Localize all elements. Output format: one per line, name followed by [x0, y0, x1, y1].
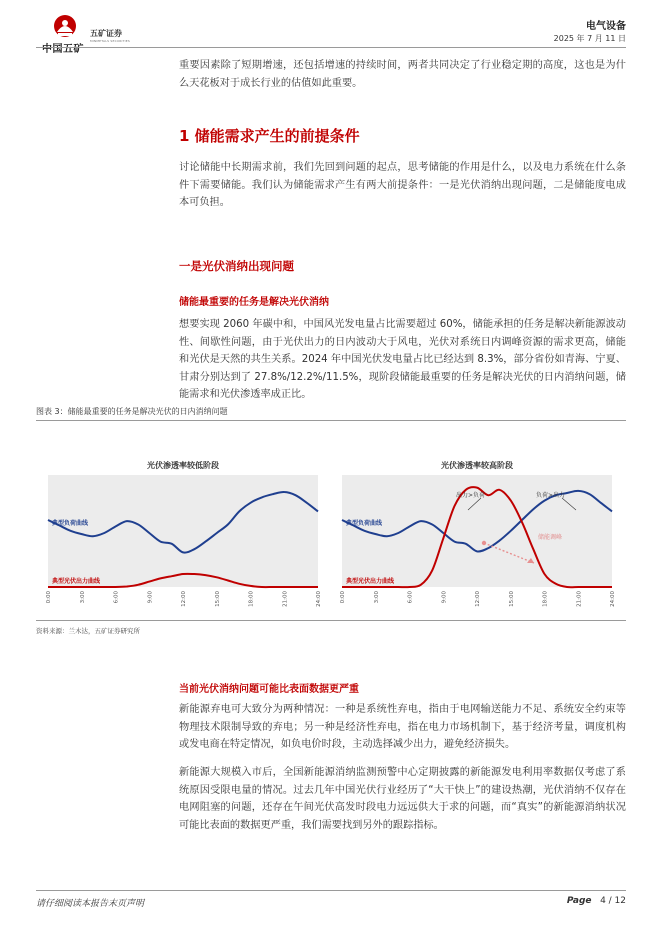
x-tick-label: 15:00	[214, 591, 221, 607]
minmetals-securities-logo-en: MINMETALS SECURITIES	[90, 39, 130, 43]
footer-page-number: Page 4 / 12	[566, 896, 626, 906]
x-tick-label: 0:00	[340, 591, 346, 604]
x-tick-label: 24:00	[610, 591, 616, 607]
x-tick-label: 18:00	[248, 591, 255, 607]
chart-low-plot-area	[48, 475, 318, 587]
point-2-paragraph-2: 新能源大规模入市后，全国新能源消纳监测预警中心定期披露的新能源发电利用率数据仅考虑了系统原因受限电量的情况。过去几年中国光伏行业经历了“大干快上”的建设热潮，光伏消纳不仅存在电网阻塞的问题，还存在午间光伏高发时段电力远远供大于求的问题，而“真实”的新能源消纳状况可能比表面的数据更严重，我们需要找到另外的跟踪指标。	[179, 767, 626, 831]
x-tick-label: 3:00	[373, 591, 380, 604]
chart-low-penetration	[44, 455, 322, 615]
footer-divider	[36, 890, 626, 891]
point-2-title: 当前光伏消纳问题可能比表面数据更严重	[179, 684, 359, 695]
x-tick-label: 15:00	[508, 591, 515, 607]
x-tick-label: 21:00	[576, 591, 583, 607]
x-tick-label: 18:00	[542, 591, 549, 607]
point-1-paragraph: 想要实现 2060 年碳中和，中国风光发电量占比需要超过 60%，储能承担的任务是解决新能源波动性、间歇性问题，由于光伏出力的日内波动大于风电，光伏对系统日内调峰资源的需求更高，储能和光伏是天然的共生关系。2024 年中国光伏发电量占比已经达到 8.3%，部分省份如青海、宁夏、甘肃分别达到了 27.8%/12.2%/11.5%，现阶段储能最重要的任务是解决光伏的日内消纳问题，储能需求和光伏渗透率成正比。	[179, 319, 626, 401]
annot-storage-peak: 储能调峰	[538, 534, 563, 541]
x-tick-label: 12:00	[181, 591, 187, 607]
x-tick-label: 9:00	[147, 591, 154, 604]
x-tick-label: 21:00	[282, 591, 289, 607]
x-tick-label: 12:00	[475, 591, 481, 607]
chart-low-title: 光伏渗透率较低阶段	[147, 461, 219, 470]
chart-high-load-label: 典型负荷曲线	[346, 520, 383, 527]
subsection-title: 一是光伏消纳出现问题	[179, 259, 294, 273]
report-category: 电气设备	[586, 21, 626, 32]
chart-high-title: 光伏渗透率较高阶段	[441, 461, 513, 470]
x-tick-label: 0:00	[46, 591, 52, 604]
annot-output-gt-load: 出力>负荷	[456, 492, 486, 499]
figure-source: 资料来源：兰木达，五矿证券研究所	[36, 627, 140, 635]
figure-caption: 图表 3：储能最重要的任务是解决光伏的日内消纳问题	[36, 407, 228, 416]
figure-top-divider	[36, 420, 626, 421]
china-minmetals-logo-icon	[52, 14, 78, 40]
x-tick-label: 3:00	[79, 591, 86, 604]
section-1-paragraph: 讨论储能中长期需求前，我们先回到问题的起点，思考储能的作用是什么，以及电力系统在什么条件下需要储能。我们认为储能需求产生有两大前提条件：一是光伏消纳出现问题，二是储能度电成本可负担。	[179, 162, 626, 209]
point-2-paragraph-1: 新能源弃电可大致分为两种情况：一种是系统性弃电，指由于电网输送能力不足、系统安全约束等物理技术限制导致的弃电；另一种是经济性弃电，指在电力市场机制下，基于经济考量，调度机构或发电商在特定情况，如负电价时段，主动选择减少出力，避免经济损失。	[179, 704, 626, 751]
x-tick-label: 6:00	[407, 591, 414, 604]
logo-company-name: 中国五矿	[42, 44, 84, 55]
report-date: 2025 年 7 月 11 日	[553, 34, 626, 43]
section-1-title: 1 储能需求产生的前提条件	[179, 127, 360, 145]
minmetals-securities-logo: 五矿证券	[90, 29, 122, 38]
annot-load-gt-output: 负荷>出力	[536, 492, 566, 499]
chart-high-pv-label: 典型光伏出力曲线	[346, 578, 395, 585]
intro-paragraph: 重要因素除了短期增速，还包括增速的持续时间，两者共同决定了行业稳定期的高度，这也是为什么天花板对于成长行业的估值如此重要。	[179, 60, 626, 89]
x-tick-label: 9:00	[441, 591, 448, 604]
x-tick-label: 6:00	[113, 591, 120, 604]
storage-shift-start	[482, 541, 486, 545]
chart-high-penetration	[338, 455, 616, 615]
chart-low-load-label: 典型负荷曲线	[52, 520, 89, 527]
header-divider	[36, 47, 626, 48]
x-tick-label: 24:00	[316, 591, 322, 607]
chart-low-pv-label: 典型光伏出力曲线	[52, 578, 101, 585]
footer-disclaimer: 请仔细阅读本报告末页声明	[36, 899, 145, 909]
point-1-title: 储能最重要的任务是解决光伏消纳	[179, 297, 329, 308]
figure-bottom-divider	[36, 620, 626, 621]
